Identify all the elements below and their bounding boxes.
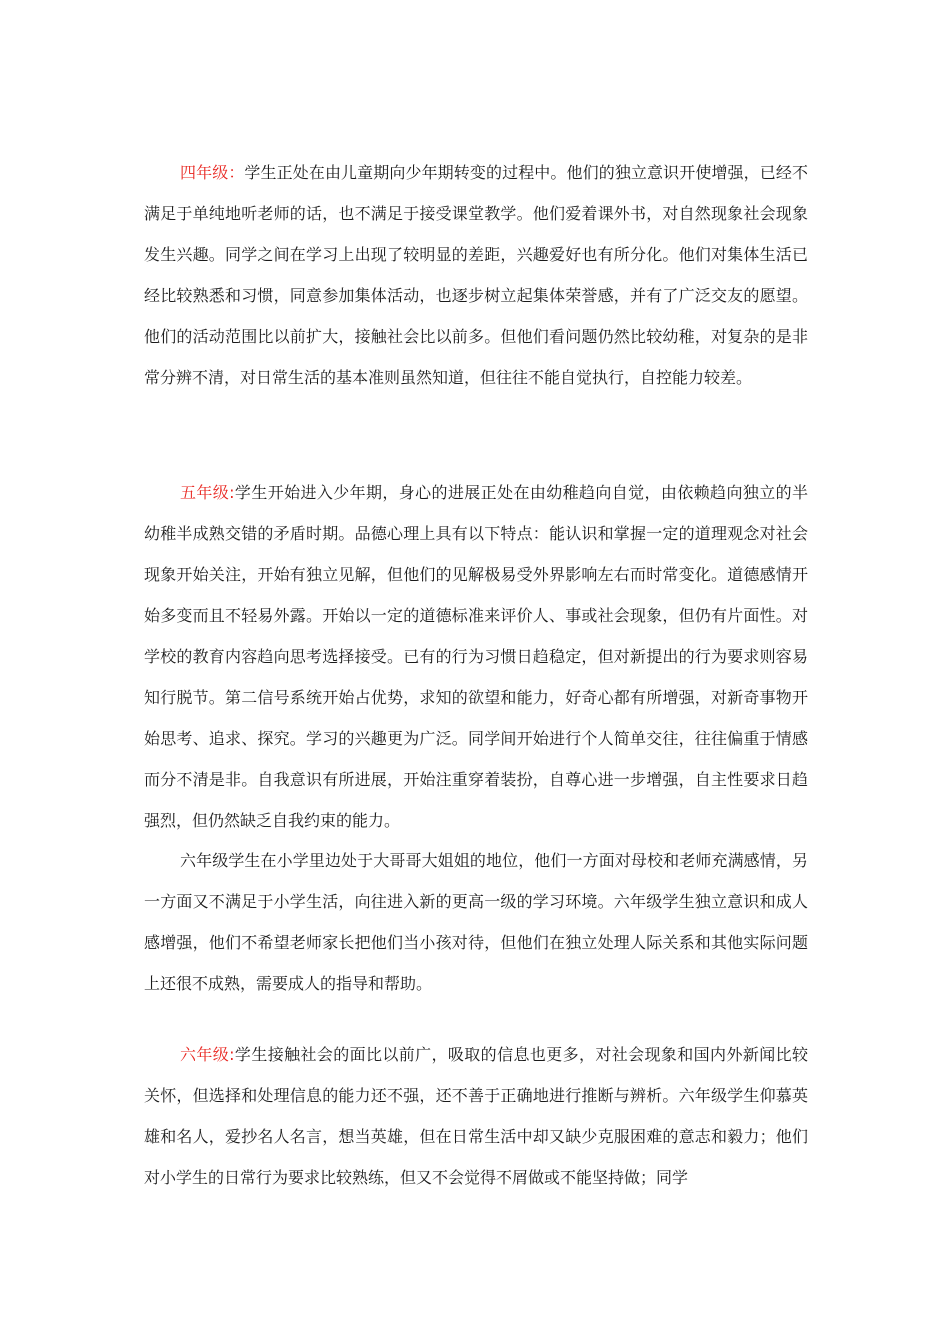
- paragraph-grade-six: [144, 1034, 808, 1198]
- paragraph-text: 学生开始进入少年期，身心的进展正处在由幼稚趋向自觉，由依赖趋向独立的半幼稚半成熟交错的矛盾时期。品德心理上具有以下特点：能认识和掌握一定的道理观念对社会现象开始关注，开始有独立见解，但他们的见解极易受外界影响左右而时常变化。道德感情开始多变而且不轻易外露。开始以一定的道德标准来评价人、事或社会现象，但仍有片面性。对学校的教育内容趋向思考选择接受。已有的行为习惯日趋稳定，但对新提出的行为要求则容易知行脱节。第二信号系统开始占优势，求知的欲望和能力，好奇心都有所增强，对新奇事物开始思考、追求、探究。学习的兴趣更为广泛。同学间开始进行个人简单交往，往往偏重于情感而分不清是非。自我意识有所进展，开始注重穿着装扮，自尊心进一步增强，自主性要求日趋强烈，但仍然缺乏自我约束的能力。: [144, 483, 808, 830]
- paragraph-grade-six-intro: [144, 840, 808, 1004]
- paragraph-text: 六年级学生在小学里边处于大哥哥大姐姐的地位，他们一方面对母校和老师充满感情，另一方面又不满足于小学生活，向往进入新的更高一级的学习环境。六年级学生独立意识和成人感增强，他们不希望老师家长把他们当小孩对待，但他们在独立处理人际关系和其他实际问题上还很不成熟，需要成人的指导和帮助。: [144, 851, 808, 993]
- paragraph-text: 学生接触社会的面比以前广，吸取的信息也更多，对社会现象和国内外新闻比较关怀，但选择和处理信息的能力还不强，还不善于正确地进行推断与辨析。六年级学生仰慕英雄和名人，爱抄名人名言，想当英雄，但在日常生活中却又缺少克服困难的意志和毅力；他们对小学生的日常行为要求比较熟练，但又不会觉得不屑做或不能坚持做；同学: [144, 1045, 808, 1187]
- grade-label: 四年级：: [180, 163, 245, 182]
- paragraph-grade-four: [144, 152, 808, 398]
- grade-label: 五年级:: [180, 483, 235, 502]
- paragraph-text: 学生正处在由儿童期向少年期转变的过程中。他们的独立意识开使增强，已经不满足于单纯地听老师的话，也不满足于接受课堂教学。他们爱着课外书，对自然现象社会现象发生兴趣。同学之间在学习上出现了较明显的差距，兴趣爱好也有所分化。他们对集体生活已经比较熟悉和习惯，同意参加集体活动，也逐步树立起集体荣誉感，并有了广泛交友的愿望。他们的活动范围比以前扩大，接触社会比以前多。但他们看问题仍然比较幼稚，对复杂的是非常分辨不清，对日常生活的基本准则虽然知道，但往往不能自觉执行，自控能力较差。: [144, 163, 808, 387]
- paragraph-grade-five: [144, 472, 808, 841]
- grade-label: 六年级:: [180, 1045, 235, 1064]
